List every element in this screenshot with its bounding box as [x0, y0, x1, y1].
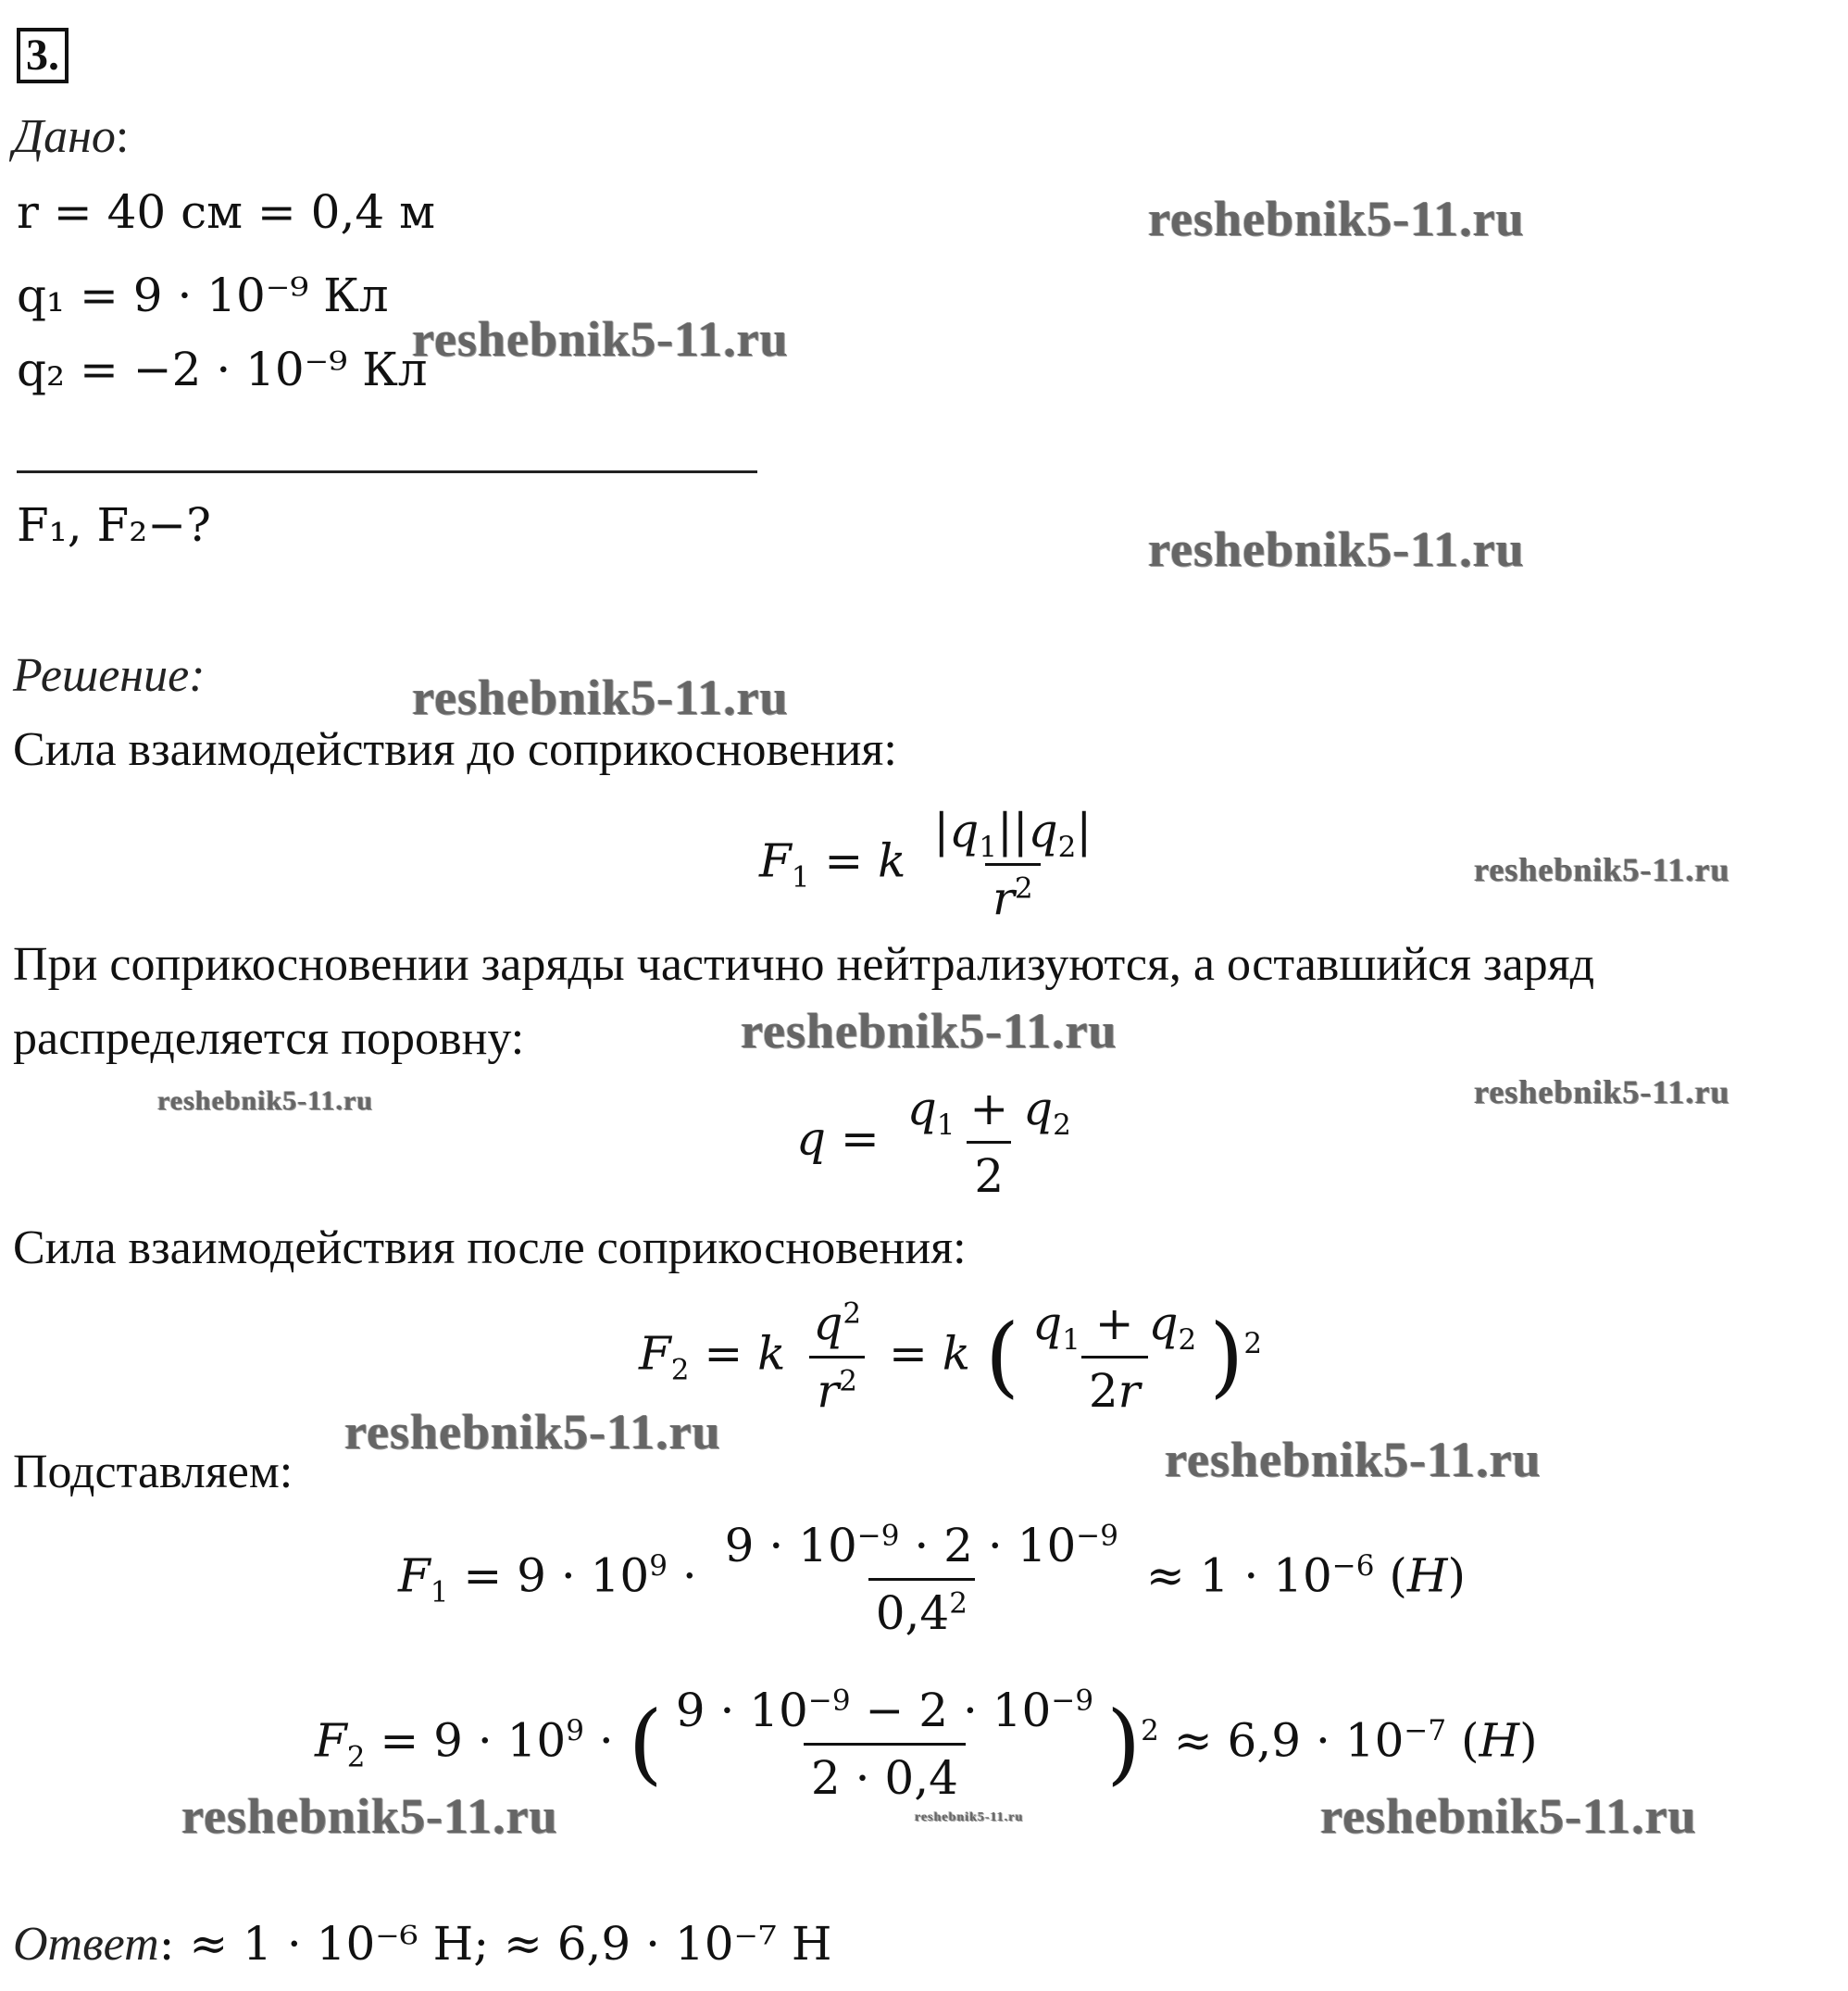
solution-line-3: распределяется поровну:	[13, 1012, 525, 1065]
given-divider	[17, 470, 757, 473]
formula-f1: $F_1 = k$ $\frac{|q_1||q_2|}{r^2}$	[759, 804, 1093, 925]
solution-label: Решение:	[13, 649, 206, 702]
given-q1: q₁ = 9 · 10⁻⁹ Кл	[17, 269, 389, 322]
given-r: r = 40 см = 0,4 м	[17, 185, 435, 239]
given-label: Дано:	[13, 110, 130, 163]
watermark: reshebnik5-11.ru	[1165, 1432, 1542, 1487]
watermark: reshebnik5-11.ru	[157, 1085, 373, 1116]
watermark: reshebnik5-11.ru	[1474, 851, 1730, 888]
watermark: reshebnik5-11.ru	[181, 1788, 558, 1844]
find-line: F₁, F₂−?	[17, 498, 211, 552]
watermark: reshebnik5-11.ru	[344, 1404, 721, 1459]
watermark: reshebnik5-11.ru	[1474, 1073, 1730, 1110]
solution-line-2: При соприкосновении заряды частично нейтрализуются, а оставшийся заряд	[13, 938, 1595, 991]
solution-line-1: Сила взаимодействия до соприкосновения:	[13, 723, 897, 776]
watermark: reshebnik5-11.ru	[1148, 521, 1525, 577]
watermark: reshebnik5-11.ru	[1320, 1788, 1697, 1844]
formula-q: q = $\frac{q_1 + q_2}{2}$	[796, 1082, 1071, 1203]
solution-line-5: Подставляем:	[13, 1446, 293, 1498]
watermark: reshebnik5-11.ru	[412, 670, 789, 725]
watermark: reshebnik5-11.ru	[412, 311, 789, 367]
answer-line: Ответ: ≈ 1 · 10⁻⁶ Н; ≈ 6,9 · 10⁻⁷ Н	[13, 1917, 832, 1971]
watermark: reshebnik5-11.ru	[1148, 191, 1525, 246]
problem-number: 3.	[17, 28, 69, 83]
calc-f1: $F_1 = 9 \cdot 10^9$ · $\frac{9 \cdot 10^{-9} \cdot 2 \cdot 10^{-9}}{0,4^2}$ ≈ $1 \cdot 10^{-6}$ (H)	[398, 1519, 1467, 1640]
watermark: reshebnik5-11.ru	[741, 1003, 1118, 1058]
calc-f2: $F_2 = 9 \cdot 10^9$ · ( $\frac{9 \cdot 10^{-9} - 2 \cdot 10^{-9}}{2 \cdot 0,4}$ )$^2 \approx 6,9 \cdot 10^{-7}$ (H)	[315, 1684, 1538, 1805]
given-q2: q₂ = −2 · 10⁻⁹ Кл	[17, 343, 428, 396]
formula-f2: $F_2 = k$ $\frac{q^2}{r^2}$ = k ( $\frac{q_1 + q_2}{2r}$ )$^2$	[639, 1296, 1263, 1418]
solution-line-4: Сила взаимодействия после соприкосновения:	[13, 1221, 967, 1274]
watermark: reshebnik5-11.ru	[915, 1810, 1024, 1824]
